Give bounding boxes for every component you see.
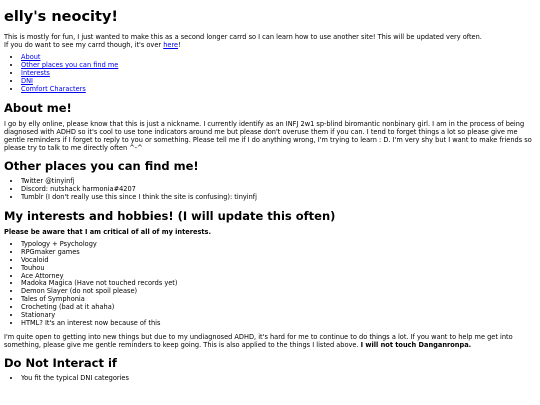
places-list [4,178,536,202]
nav-list [4,54,536,94]
intro-line-1: This is mostly for fun, I just wanted to make this as a second longer carrd so I can learn how to use another site! This will be updated very often. [4,33,482,41]
interests-footer [4,333,536,349]
nav-link-dni[interactable]: DNI [21,76,33,85]
carrd-link[interactable]: here [163,41,179,50]
interests-list [4,241,536,328]
list-item: • RPGmaker games [21,249,536,257]
nav-item [21,78,536,86]
nav-link-other-places[interactable]: Other places you can find me [21,61,119,70]
nav-link-comfort-characters[interactable]: Comfort Characters [21,84,86,93]
nav-link-interests[interactable]: Interests [21,69,50,77]
list-item: • Tales of Symphonia [21,296,536,304]
list-item: • Typology + Psychology [21,241,536,249]
interests-footer-bold: I will not touch Danganronpa. [360,340,472,349]
list-item: • Ace Attorney [21,273,536,281]
intro-line-2-suffix: ! [178,41,181,50]
about-text: I go by elly online, please know that this is just a nickname. I currently identify as an INFJ 2w1 sp-blind biromantic nonbinary girl. I am in the process of being diagnosed with ADHD so it's cool to use tone indicators around me but please don't overuse them if you can. I tend to forget things a lot so please give me gentle reminders if I forget to reply to you or something. Please tell me if I do anything wrong, I'm trying to learn : D. I'm very shy but I want to make friends so please try to talk to me directly often ^-^ [4,119,532,152]
interests-note: Please be aware that I am critical of all of my interests. [4,227,211,236]
list-item: • Tumblr (I don't really use this since I think the site is confusing): tinyinfj [21,194,536,202]
list-item: • Twitter @tinyinfj [21,178,536,186]
list-item: • HTML? It's an interest now because of this [21,320,536,328]
list-item: • Demon Slayer (do not spoil please) [21,288,536,296]
nav-link-about[interactable]: About [21,53,41,62]
dni-heading: Do Not Interact if [4,356,117,371]
nav-item [21,62,536,70]
nav-item [21,70,536,78]
page-title: elly's neocity! [4,9,119,25]
places-heading: Other places you can find me! [4,159,199,174]
list-item: • Crocheting (bad at it ahaha) [21,304,536,312]
dni-list [4,375,536,383]
about-heading: About me! [4,100,72,115]
list-item: • Vocaloid [21,257,536,265]
intro-text [4,33,536,49]
interests-footer-text: I'm quite open to getting into new things but due to my undiagnosed ADHD, it's hard for me to continue to do things a lot. If you want to help me get into something, please give me gentle reminders to keep going. This is also applied to the things I listed above. [4,332,513,349]
list-item: • Discord: nutshack harmonia#4207 [21,186,536,194]
intro-line-2-prefix: If you do want to see my carrd though, it's over [4,41,164,50]
list-item: • Stationary [21,312,536,320]
list-item: • Madoka Magica (Have not touched records yet) [21,280,536,288]
list-item: • You fit the typical DNI categories [21,375,536,383]
interests-heading: My interests and hobbies! (I will update this often) [4,208,336,223]
list-item: • Touhou [21,265,536,273]
nav-item [21,86,536,94]
